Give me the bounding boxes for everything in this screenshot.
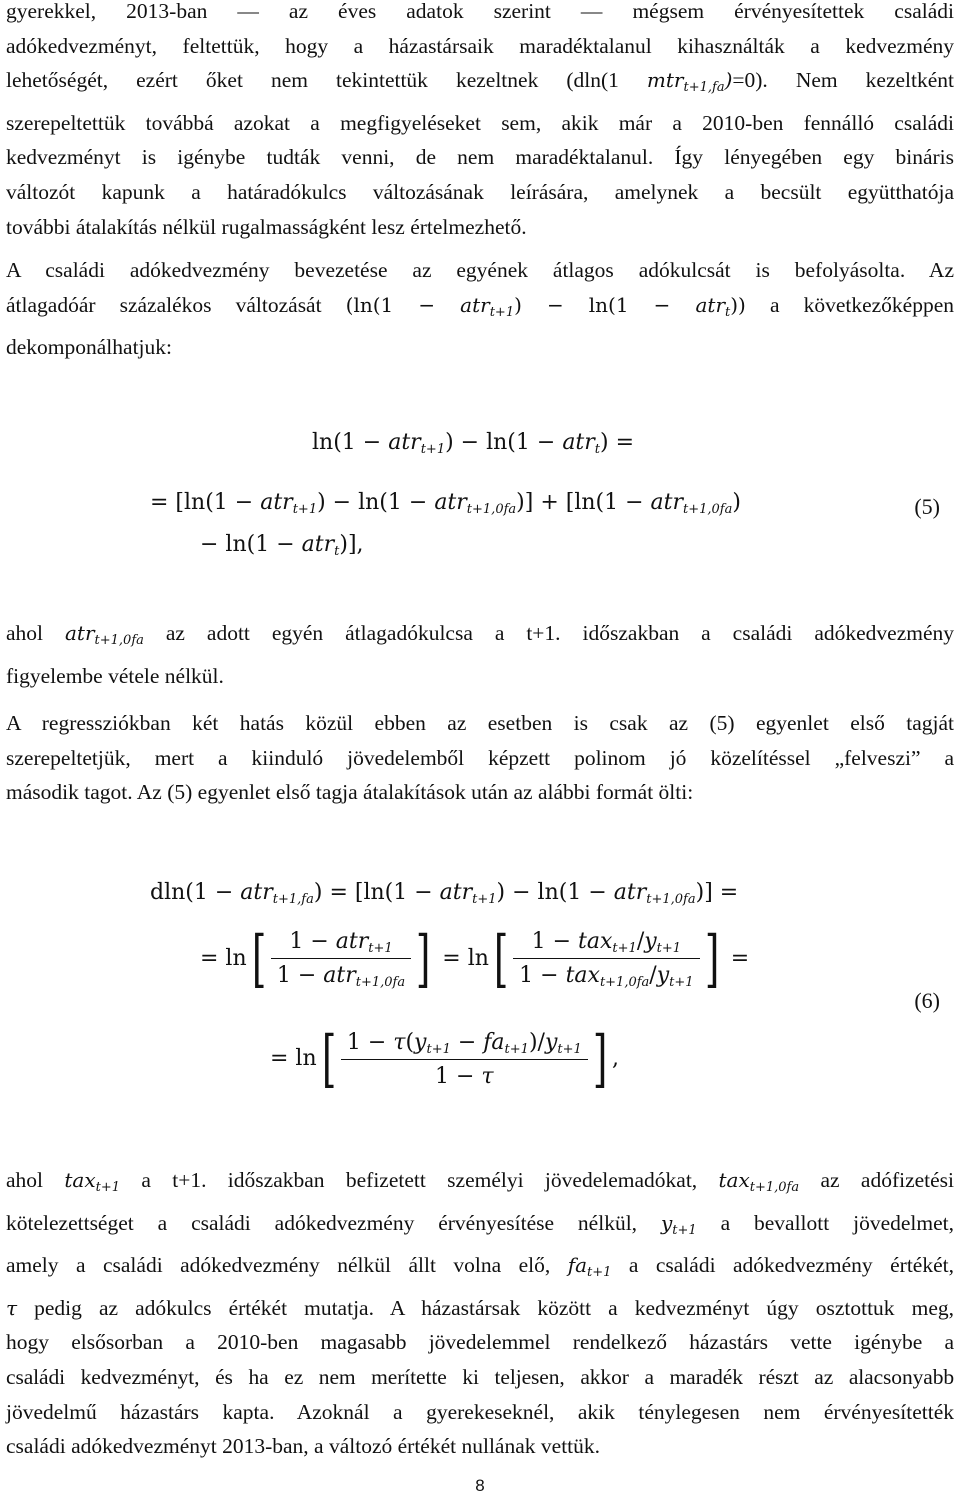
text-line: változót kapunk a határadókulcs változásának leírására, amelynek a becsült együtthatója: [6, 179, 954, 204]
text-line: családi kedvezményt, és ha ez nem merítette ki teljesen, akkor a maradék részt az alacsonyabb: [6, 1364, 954, 1389]
text-line: amely a családi adókedvezmény nélkül állt volna elő, $fa_{t+1}$ a családi adókedvezmény értékét,: [6, 1253, 954, 1281]
equation-number: (6): [914, 988, 940, 1013]
text-line: A családi adókedvezmény bevezetése az egyének átlagos adókulcsát is befolyásolta. Az: [6, 258, 954, 282]
page-number: 8: [475, 1476, 485, 1495]
text-line: ahol atr$_{t+1,0fa}$ az adott egyén átlagadókulcsa a t+1. időszakban a családi adókedvezmény: [6, 621, 955, 648]
paragraph-2: [6, 253, 954, 365]
text-line: τ pedig az adókulcs értékét mutatja. A házastársak között a kedvezményt úgy osztottuk meg,: [6, 1295, 954, 1320]
text-line: szerepeltettük továbbá azokat a megfigyeléseket sem, akik már a 2010-ben fennálló családi: [6, 110, 954, 135]
text-line: családi adókedvezményt 2013-ban, a változó értékét nullának vettük.: [6, 1434, 601, 1459]
text-line: szerepeltetjük, mert a kiinduló jövedelemből képzett polinom jó közelítéssel „felveszi” a: [6, 745, 954, 770]
text-line: dekomponálhatjuk:: [6, 335, 172, 360]
eq5-line1: ln(1 − atr$_{t+1}$) − ln(1 − atr$_t$) =: [312, 430, 635, 457]
eq6-line2: = ln[ $\frac{1 - atr_{t+1}}{1 - atr_{t+1,0fa}}$ ] = ln[ $\frac{1 - tax_{t+1}/y_{t+1}}{1 - tax_{t+1,0fa}/y_{t+1}}$ ] =: [200, 922, 750, 995]
text-line: kedvezményt is igénybe tudták venni, de nem maradéktalanul. Így lényegében egy bináris: [6, 145, 954, 170]
eq6-line1: dln(1 − atr$_{t+1,fa}$) = [ln(1 − atr$_{t+1}$) − ln(1 − atr$_{t+1,0fa}$)] =: [150, 880, 739, 907]
text-line: adókedvezményt, feltettük, hogy a házastársaik maradéktalanul kihasználták a kedvezmény: [6, 33, 954, 58]
text-line: figyelembe vétele nélkül.: [6, 663, 224, 688]
text-line: gyerekkel, 2013-ban — az éves adatok szerint — mégsem érvényesítettek családi: [6, 0, 954, 23]
math-inline: (ln(1 − atr$_{t+1}$) − ln(1 − atr$_t$)): [345, 292, 746, 320]
paragraph-5: [6, 1163, 954, 1464]
text-line: átlagadóár százalékos változását (ln(1 − atr$_{t+1}$) − ln(1 − atr$_t$)) a következőképpen: [6, 292, 955, 320]
text-line: ahol tax$_{t+1}$ a t+1. időszakban befizetett személyi jövedelemadókat, tax$_{t+1,0fa}$ az adófizetési: [6, 1168, 955, 1195]
paragraph-4: [6, 706, 954, 810]
equation-number: (5): [914, 494, 940, 519]
text-line: jövedelmű házastárs kapta. Azoknál a gyerekeseknél, akik ténylegesen nem érvényesítették: [6, 1399, 954, 1424]
eq5-line3: − ln(1 − atr$_t$)],: [200, 532, 364, 559]
text-line: A regressziókban két hatás közül ebben az esetben is csak az (5) egyenlet első tagját: [6, 711, 954, 735]
text-line: kötelezettséget a családi adókedvezmény érvényesítése nélkül, $y_{t+1}$ a bevallott jövedelmet,: [6, 1210, 955, 1238]
text-line: további átalakítás nélkül rugalmasságként lesz értelmezhető.: [6, 214, 527, 239]
text-line: lehetőségét, ezért őket nem tekintettük kezeltnek (dln(1 mtr$_{t+1,fa}$)=0). Nem kezeltként: [6, 68, 954, 96]
eq6-line3: = ln[ $\frac{1 - \tau(y_{t+1} - fa_{t+1})/y_{t+1}}{1 - \tau}$ ] ,: [270, 1022, 619, 1095]
eq5-line2: = [ln(1 − atr$_{t+1}$) − ln(1 − atr$_{t+1,0fa}$)] + [ln(1 − atr$_{t+1,0fa}$): [150, 490, 741, 517]
text-line: második tagot. Az (5) egyenlet első tagja átalakítások után az alábbi formát ölti:: [6, 780, 694, 805]
paragraph-3: [6, 616, 954, 693]
math-mtr: mtr$_{t+1,fa}$): [646, 68, 733, 96]
paragraph-1: [6, 0, 954, 244]
text-line: hogy elsősorban a 2010-ben magasabb jövedelemmel rendelkező házastárs vette igénybe a: [6, 1330, 954, 1355]
